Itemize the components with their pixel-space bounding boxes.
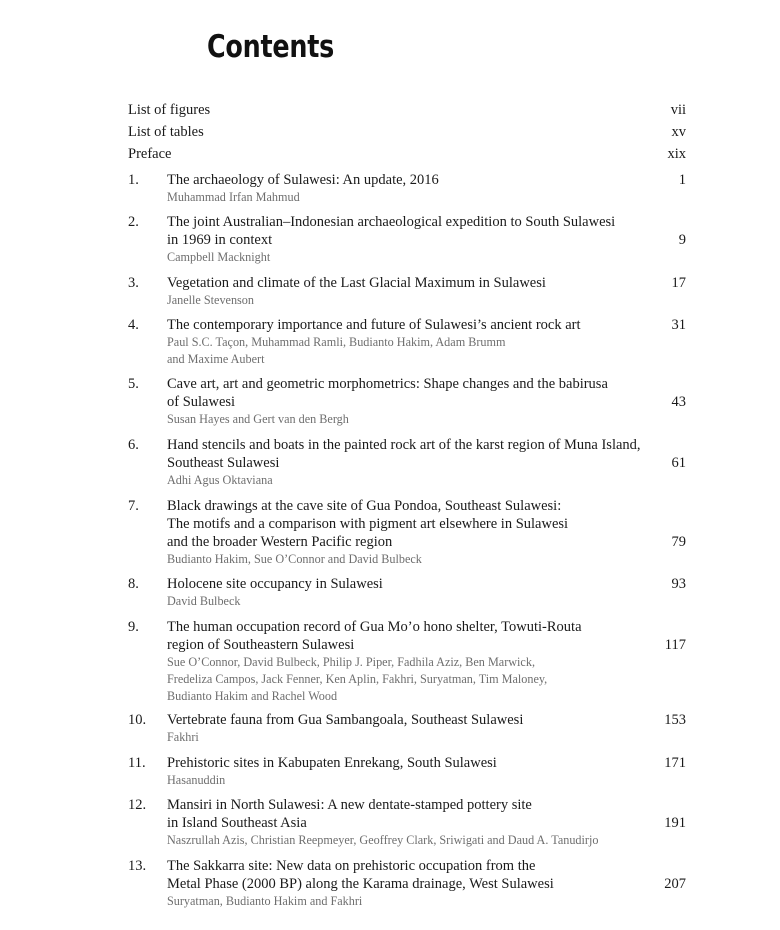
chapter-page: 17 bbox=[671, 275, 686, 291]
chapter-title-line: The joint Australian–Indonesian archaeological expedition to South Sulawesi bbox=[167, 214, 616, 230]
chapter-authors-line: Adhi Agus Oktaviana bbox=[167, 473, 273, 487]
front-matter-label: List of figures bbox=[128, 102, 211, 118]
chapter-title-line: The human occupation record of Gua Mo’o hono shelter, Towuti-Routa bbox=[167, 619, 582, 635]
chapter-title-line: and the broader Western Pacific region bbox=[167, 534, 393, 550]
front-matter-page: vii bbox=[670, 102, 686, 118]
chapter-number: 4. bbox=[128, 317, 139, 333]
chapter-page: 93 bbox=[671, 576, 686, 592]
chapter-page: 61 bbox=[671, 455, 686, 471]
chapter-title-line: Cave art, art and geometric morphometrics: Shape changes and the babirusa bbox=[167, 376, 608, 392]
chapter-page: 191 bbox=[664, 815, 686, 831]
front-matter-label: Preface bbox=[128, 146, 172, 162]
chapter-authors-line: Muhammad Irfan Mahmud bbox=[167, 190, 300, 204]
chapter-authors-line: Fredeliza Campos, Jack Fenner, Ken Aplin, Fakhri, Suryatman, Tim Maloney, bbox=[167, 672, 548, 686]
chapter-authors-line: and Maxime Aubert bbox=[167, 352, 265, 366]
chapter-authors-line: Hasanuddin bbox=[167, 773, 226, 787]
chapter-title-line: in Island Southeast Asia bbox=[167, 815, 307, 831]
chapter-number: 11. bbox=[128, 755, 146, 771]
chapter-number: 13. bbox=[128, 858, 147, 874]
chapter-title-line: Vegetation and climate of the Last Glacial Maximum in Sulawesi bbox=[167, 275, 546, 291]
chapter-title-line: Prehistoric sites in Kabupaten Enrekang, South Sulawesi bbox=[167, 755, 497, 771]
chapter-title-line: of Sulawesi bbox=[167, 394, 236, 410]
chapter-title-line: Vertebrate fauna from Gua Sambangoala, Southeast Sulawesi bbox=[167, 712, 524, 728]
chapter-title-line: The archaeology of Sulawesi: An update, 2016 bbox=[167, 172, 439, 188]
chapter-authors-line: Budianto Hakim and Rachel Wood bbox=[167, 689, 338, 703]
chapter-page: 207 bbox=[664, 876, 686, 892]
front-matter-label: List of tables bbox=[128, 124, 204, 140]
chapter-number: 10. bbox=[128, 712, 147, 728]
chapter-number: 1. bbox=[128, 172, 139, 188]
chapter-title-line: Holocene site occupancy in Sulawesi bbox=[167, 576, 383, 592]
front-matter-page: xix bbox=[667, 146, 686, 162]
chapter-page: 171 bbox=[664, 755, 686, 771]
front-matter-page: xv bbox=[671, 124, 686, 140]
chapter-title-line: The contemporary importance and future of Sulawesi’s ancient rock art bbox=[167, 317, 581, 333]
chapter-page: 31 bbox=[671, 317, 686, 333]
chapter-number: 12. bbox=[128, 797, 147, 813]
chapter-title-line: Metal Phase (2000 BP) along the Karama drainage, West Sulawesi bbox=[167, 876, 554, 892]
chapter-page: 117 bbox=[664, 637, 686, 653]
chapter-title-line: Southeast Sulawesi bbox=[167, 455, 280, 471]
chapter-title-line: Mansiri in North Sulawesi: A new dentate-stamped pottery site bbox=[167, 797, 532, 813]
chapter-title-line: The Sakkarra site: New data on prehistoric occupation from the bbox=[167, 858, 536, 874]
chapter-page: 79 bbox=[671, 534, 686, 550]
chapter-number: 2. bbox=[128, 214, 139, 230]
chapter-page: 153 bbox=[664, 712, 686, 728]
chapter-number: 9. bbox=[128, 619, 139, 635]
chapter-number: 6. bbox=[128, 437, 139, 453]
chapter-authors-line: Budianto Hakim, Sue O’Connor and David Bulbeck bbox=[167, 552, 422, 566]
chapter-page: 43 bbox=[671, 394, 686, 410]
chapter-title-line: region of Southeastern Sulawesi bbox=[167, 637, 355, 653]
front-matter-item bbox=[128, 123, 686, 141]
chapter-authors-line: Paul S.C. Taçon, Muhammad Ramli, Budianto Hakim, Adam Brumm bbox=[167, 335, 506, 349]
chapter-title-line: The motifs and a comparison with pigment art elsewhere in Sulawesi bbox=[167, 516, 569, 532]
chapter-authors-line: Naszrullah Azis, Christian Reepmeyer, Geoffrey Clark, Sriwigati and Daud A. Tanudirjo bbox=[167, 833, 599, 847]
chapter-number: 3. bbox=[128, 275, 139, 291]
chapter-authors-line: David Bulbeck bbox=[167, 594, 241, 608]
chapter-authors-line: Sue O’Connor, David Bulbeck, Philip J. Piper, Fadhila Aziz, Ben Marwick, bbox=[167, 655, 535, 669]
chapter-number: 7. bbox=[128, 498, 139, 514]
front-matter-item bbox=[128, 145, 686, 163]
page-title: Contents bbox=[207, 28, 335, 65]
chapter-page: 9 bbox=[678, 232, 686, 248]
chapter-title-line: in 1969 in context bbox=[167, 232, 273, 248]
chapter-authors-line: Susan Hayes and Gert van den Bergh bbox=[167, 412, 349, 426]
chapter-authors-line: Campbell Macknight bbox=[167, 250, 271, 264]
chapter-page: 1 bbox=[678, 172, 686, 188]
chapter-authors-line: Suryatman, Budianto Hakim and Fakhri bbox=[167, 894, 363, 908]
chapter-authors-line: Fakhri bbox=[167, 730, 199, 744]
chapter-number: 5. bbox=[128, 376, 139, 392]
chapter-title-line: Black drawings at the cave site of Gua Pondoa, Southeast Sulawesi: bbox=[167, 498, 562, 514]
front-matter-item bbox=[128, 101, 686, 119]
chapter-number: 8. bbox=[128, 576, 139, 592]
chapter-title-line: Hand stencils and boats in the painted rock art of the karst region of Muna Island, bbox=[167, 437, 641, 453]
chapter-authors-line: Janelle Stevenson bbox=[167, 293, 254, 307]
